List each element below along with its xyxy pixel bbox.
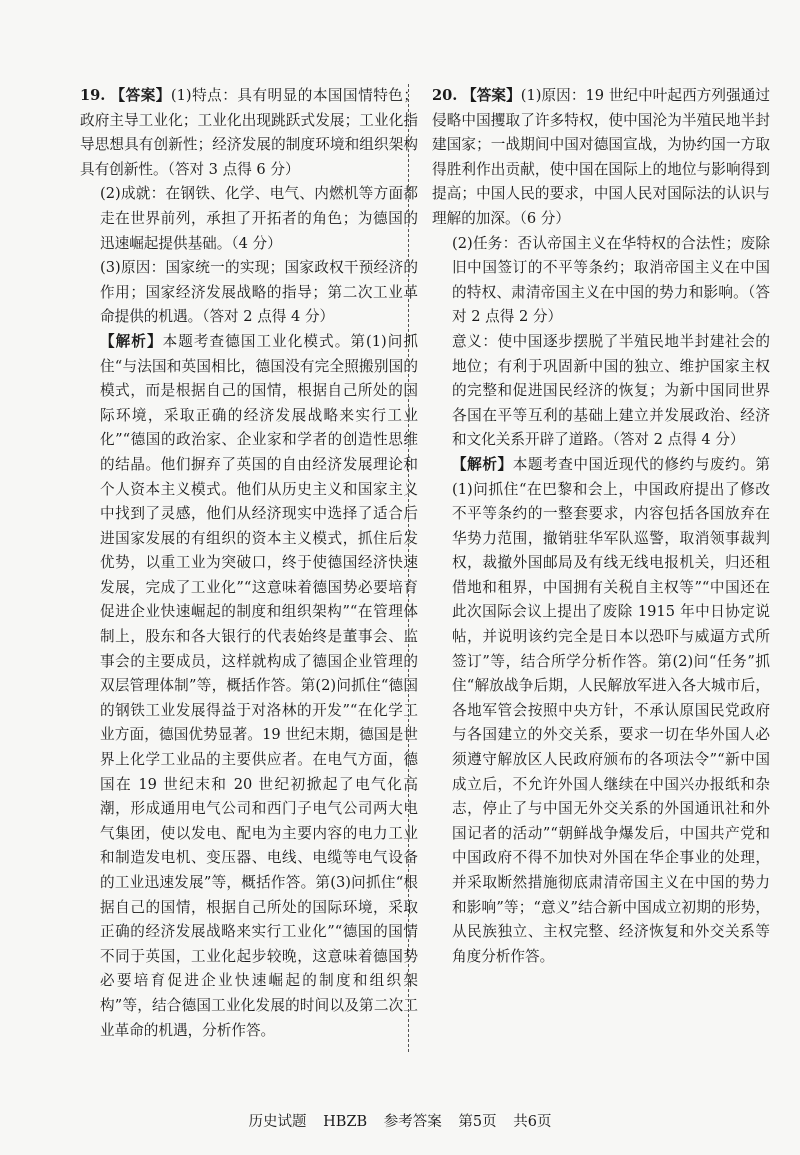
- footer-code: HBZB: [323, 1114, 368, 1130]
- footer-total: 共6页: [513, 1114, 552, 1130]
- q20-analysis-text: 本题考查中国近现代的修约与废约。第(1)问抓住“在巴黎和会上，中国政府提出了修改不平等条约的一整套要求，内容包括各国放弃在华势力范围，撤销驻华军队巡警，取消领事裁判权，裁撤外国邮局及有线无线电报机关，归还租借地和租界，中国拥有关税自主权等”“中国还在此次国际会议上提出了废除 1915 年中日协定说帖，并说明该约完全是日本以恐吓与威逼方式所签订”等，结合所学分析作答。第(2)问“任务”抓住“解放战争后期，人民解放军进入各大城市后，各地军管会按照中央方针，不承认原国民党政府与各国建立的外交关系，要求一切在华外国人必须遵守解放区人民政府颁布的各项法令”“新中国成立后，不允许外国人继续在中国兴办报纸和杂志，停止了与中国无外交关系的外国通讯社和外国记者的活动”“朝鲜战争爆发后，中国共产党和中国政府不得不加快对外国在华企事业的处理，并采取断然措施彻底肃清帝国主义在中国的势力和影响”等；“意义”结合新中国成立初期的形势，从民族独立、主权完整、经济恢复和外交关系等角度分析作答。: [452, 455, 770, 965]
- q19-answer-1: [80, 84, 418, 182]
- q20-answer-2: (2)任务：否认帝国主义在华特权的合法性；废除旧中国签订的不平等条约；取消帝国主义在中国的特权、肃清帝国主义在中国的势力和影响。（答对 2 点得 2 分）: [452, 234, 770, 326]
- q20-number: 20.: [432, 87, 458, 104]
- q19-answer-3: (3)原因：国家统一的实现；国家政权干预经济的作用；国家经济发展战略的指导；第二次工业革命提供的机遇。（答对 2 点得 4 分）: [100, 259, 418, 326]
- footer-type: 参考答案: [383, 1114, 442, 1130]
- question-20-block: [432, 84, 770, 969]
- q20-analysis: [432, 453, 770, 969]
- q19-number: 19.: [80, 87, 106, 104]
- question-19-block: [80, 84, 418, 1043]
- page-footer: [0, 1110, 800, 1131]
- q20-answer-tag: 【答案】: [462, 87, 521, 104]
- q19-analysis-tag: 【解析】: [100, 332, 163, 350]
- q20-answer-1: [432, 84, 770, 232]
- q19-analysis-text: 本题考查德国工业化模式。第(1)问抓住“与法国和英国相比，德国没有完全照搬别国的模式，而是根据自己的国情，根据自己所处的国际环境，采取正确的经济发展战略来实行工业化”“德国的政治家、企业家和学者的创造性思维的结晶。他们摒弃了英国的自由经济发展理论和个人资本主义模式。他们从历史主义和国家主义中找到了灵感，他们从经济现实中选择了适合后进国家发展的有组织的资本主义模式，抓住后发优势，以重工业为突破口，终于使德国经济快速发展，完成了工业化”“这意味着德国势必要培育促进企业快速崛起的制度和组织架构”“在管理体制上，股东和各大银行的代表始终是董事会、监事会的主要成员，这样就构成了德国企业管理的双层管理体制”等，概括作答。第(2)问抓住“德国的钢铁工业发展得益于对洛林的开发”“在化学工业方面，德国优势显著。19 世纪末期，德国是世界上化学工业品的主要供应者。在电气方面，德国在 19 世纪末和 20 世纪初掀起了电气化高潮，形成通用电气公司和西门子电气公司两大电气集团，使以发电、配电为主要内容的电力工业和制造发电机、变压器、电线、电缆等电气设备的工业迅速发展”等，概括作答。第(3)问抓住“根据自己的国情，根据自己所处的国际环境，采取正确的经济发展战略来实行工业化”“德国的国情不同于英国，工业化起步较晚，这意味着德国势必要培育促进企业快速崛起的制度和组织架构”等，结合德国工业化发展的时间以及第二次工业革命的机遇，分析作答。: [100, 332, 418, 1039]
- column-divider: [408, 84, 409, 1052]
- q19-answer-1-text: (1)特点：具有明显的本国国情特色；政府主导工业化；工业化出现跳跃式发展；工业化指导思想具有创新性；经济发展的制度环境和组织架构具有创新性。（答对 3 点得 6 分）: [80, 87, 418, 178]
- q19-answer-2: (2)成就：在钢铁、化学、电气、内燃机等方面都走在世界前列，承担了开拓者的角色；为德国的迅速崛起提供基础。（4 分）: [100, 185, 418, 252]
- footer-subject: 历史试题: [248, 1114, 307, 1130]
- footer-page: 第5页: [458, 1114, 497, 1130]
- q20-answer-1-text: (1)原因：19 世纪中叶起西方列强通过侵略中国攫取了许多特权，使中国沦为半殖民地半封建国家；一战期间中国对德国宣战，为协约国一方取得胜利作出贡献，使中国在国际上的地位与影响得到提高；中国人民的要求，中国人民对国际法的认识与理解的加深。（6 分）: [432, 87, 770, 227]
- q20-answer-3: 意义：使中国逐步摆脱了半殖民地半封建社会的地位；有利于巩固新中国的独立、维护国家主权的完整和促进国民经济的恢复；为新中国同世界各国在平等互利的基础上建立并发展政治、经济和文化关系开辟了道路。（答对 2 点得 4 分）: [452, 332, 770, 449]
- q19-analysis: [80, 330, 418, 1043]
- q20-analysis-tag: 【解析】: [452, 455, 513, 473]
- q19-answer-tag: 【答案】: [110, 87, 171, 104]
